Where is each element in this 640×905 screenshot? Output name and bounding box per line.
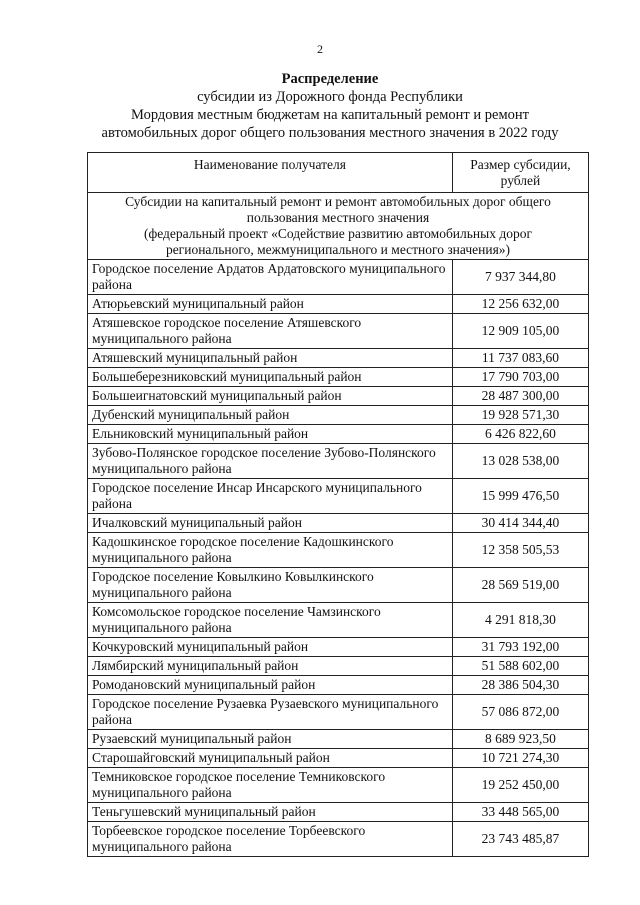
subsidy-amount: 28 386 504,30 (452, 676, 588, 695)
table-row (88, 822, 589, 857)
table-row (88, 749, 589, 768)
table-row (88, 803, 589, 822)
section-line: пользования местного значения (246, 210, 430, 225)
recipient-name: Ельниковский муниципальный район (88, 425, 453, 444)
section-line: (федеральный проект «Содействие развитию автомобильных дорог (143, 226, 533, 241)
table-row (88, 695, 589, 730)
heading-line: Мордовия местным бюджетам на капитальный ремонт и ремонт (131, 107, 529, 123)
recipient-name: Кадошкинское городское поселение Кадошкинского муниципального района (88, 533, 453, 568)
heading-line: автомобильных дорог общего пользования местного значения в 2022 году (101, 125, 559, 141)
subsidy-amount: 6 426 822,60 (452, 425, 588, 444)
recipient-name: Большеберезниковский муниципальный район (88, 368, 453, 387)
recipient-name: Городское поселение Рузаевка Рузаевского муниципального района (88, 695, 453, 730)
table-row (88, 514, 589, 533)
recipient-name: Атяшевское городское поселение Атяшевского муниципального района (88, 314, 453, 349)
subsidy-amount: 4 291 818,30 (452, 603, 588, 638)
subsidy-amount: 8 689 923,50 (452, 730, 588, 749)
table-header-row (88, 153, 589, 193)
page-number: 2 (317, 42, 323, 56)
header-recipient: Наименование получателя (88, 153, 453, 193)
recipient-name: Торбеевское городское поселение Торбеевского муниципального района (88, 822, 453, 857)
recipient-name: Старошайговский муниципальный район (88, 749, 453, 768)
table-row (88, 638, 589, 657)
subsidy-amount: 12 358 505,53 (452, 533, 588, 568)
recipient-name: Атюрьевский муниципальный район (88, 295, 453, 314)
document-title: Распределение (281, 71, 379, 87)
document-heading (60, 70, 600, 142)
recipient-name: Теньгушевский муниципальный район (88, 803, 453, 822)
recipient-name: Городское поселение Ковылкино Ковылкинского муниципального района (88, 568, 453, 603)
table-row (88, 676, 589, 695)
table-row (88, 260, 589, 295)
section-line: Субсидии на капитальный ремонт и ремонт автомобильных дорог общего (125, 194, 551, 209)
subsidy-amount: 7 937 344,80 (452, 260, 588, 295)
subsidy-amount: 15 999 476,50 (452, 479, 588, 514)
subsidy-amount: 10 721 274,30 (452, 749, 588, 768)
section-title (88, 193, 589, 260)
subsidy-table (87, 152, 589, 857)
recipient-name: Атяшевский муниципальный район (88, 349, 453, 368)
table-row (88, 533, 589, 568)
table-row (88, 425, 589, 444)
subsidy-amount: 12 909 105,00 (452, 314, 588, 349)
recipient-name: Кочкуровский муниципальный район (88, 638, 453, 657)
section-line: регионального, межмуниципального и местного значения») (165, 242, 511, 257)
recipient-name: Рузаевский муниципальный район (88, 730, 453, 749)
subsidy-amount: 17 790 703,00 (452, 368, 588, 387)
subsidy-amount: 13 028 538,00 (452, 444, 588, 479)
table-row (88, 295, 589, 314)
subsidy-amount: 57 086 872,00 (452, 695, 588, 730)
subsidy-amount: 30 414 344,40 (452, 514, 588, 533)
recipient-name: Комсомольское городское поселение Чамзинского муниципального района (88, 603, 453, 638)
recipient-name: Ичалковский муниципальный район (88, 514, 453, 533)
section-row (88, 193, 589, 260)
subsidy-amount: 31 793 192,00 (452, 638, 588, 657)
subsidy-amount: 51 588 602,00 (452, 657, 588, 676)
table-row (88, 479, 589, 514)
heading-line: субсидии из Дорожного фонда Республики (197, 89, 463, 105)
subsidy-amount: 12 256 632,00 (452, 295, 588, 314)
table-row (88, 387, 589, 406)
subsidy-amount: 11 737 083,60 (452, 349, 588, 368)
recipient-name: Лямбирский муниципальный район (88, 657, 453, 676)
recipient-name: Зубово-Полянское городское поселение Зубово-Полянского муниципального района (88, 444, 453, 479)
table-row (88, 444, 589, 479)
table-row (88, 406, 589, 425)
subsidy-amount: 19 252 450,00 (452, 768, 588, 803)
recipient-name: Большеигнатовский муниципальный район (88, 387, 453, 406)
recipient-name: Городское поселение Инсар Инсарского муниципального района (88, 479, 453, 514)
subsidy-amount: 33 448 565,00 (452, 803, 588, 822)
table-row (88, 314, 589, 349)
table-row (88, 657, 589, 676)
table-row (88, 349, 589, 368)
recipient-name: Темниковское городское поселение Темниковского муниципального района (88, 768, 453, 803)
table-row (88, 603, 589, 638)
subsidy-amount: 23 743 485,87 (452, 822, 588, 857)
table-row (88, 568, 589, 603)
table-row (88, 768, 589, 803)
subsidy-amount: 28 487 300,00 (452, 387, 588, 406)
table-row (88, 368, 589, 387)
subsidy-amount: 28 569 519,00 (452, 568, 588, 603)
table-row (88, 730, 589, 749)
recipient-name: Дубенский муниципальный район (88, 406, 453, 425)
header-amount: Размер субсидии, рублей (452, 153, 588, 193)
recipient-name: Городское поселение Ардатов Ардатовского муниципального района (88, 260, 453, 295)
recipient-name: Ромодановский муниципальный район (88, 676, 453, 695)
subsidy-amount: 19 928 571,30 (452, 406, 588, 425)
